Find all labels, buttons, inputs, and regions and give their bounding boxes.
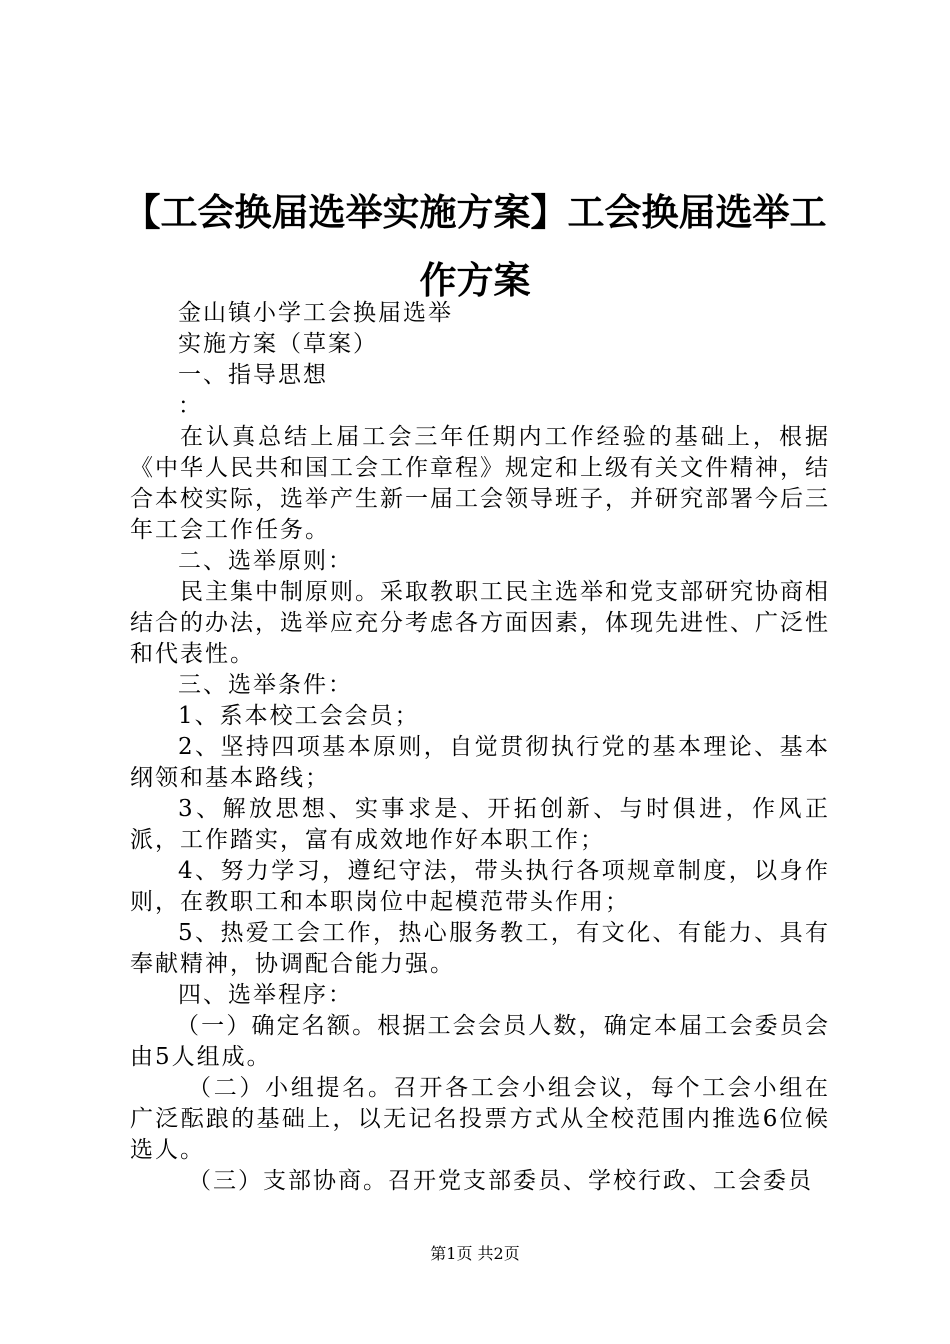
condition-item-2: 2、坚持四项基本原则，自觉贯彻执行党的基本理论、基本纲领和基本路线； — [130, 734, 830, 791]
paragraph-guiding-thought: 在认真总结上届工会三年任期内工作经验的基础上，根据《中华人民共和国工会工作章程》规定和上级有关文件精神，结合本校实际，选举产生新一届工会领导班子，并研究部署今后三年工会工作任务。 — [130, 424, 830, 543]
section-heading-election-conditions: 三、选举条件： — [178, 672, 353, 698]
condition-item-5: 5、热爱工会工作，热心服务教工，有文化、有能力、具有奉献精神，协调配合能力强。 — [130, 920, 830, 977]
condition-item-1: 1、系本校工会会员； — [178, 703, 420, 729]
section-heading-election-procedure: 四、选举程序： — [178, 982, 353, 1008]
procedure-item-2: （二）小组提名。召开各工会小组会议，每个工会小组在广泛酝踉的基础上，以无记名投票方式从全校范围内推选6位候选人。 — [130, 1075, 830, 1163]
document-title: 【工会换届选举实施方案】工会换届选举工作方案 — [123, 190, 827, 302]
page-number-footer: 第1页 共2页 — [430, 1244, 520, 1263]
condition-item-3: 3、解放思想、实事求是、开拓创新、与时俱进，作风正派，工作踏实，富有成效地作好本职工作； — [130, 796, 830, 853]
document-body — [130, 298, 830, 1197]
paragraph-colon: ： — [178, 393, 203, 419]
paragraph-plan-draft: 实施方案（草案） — [178, 331, 378, 357]
condition-item-4: 4、努力学习，遵纪守法，带头执行各项规章制度，以身作则，在教职工和本职岗位中起模范带头作用； — [130, 858, 830, 915]
section-heading-guiding-thought: 一、指导思想 — [178, 362, 328, 388]
section-heading-election-principle: 二、选举原则： — [178, 548, 353, 574]
procedure-item-3: （三）支部协商。召开党支部委员、学校行政、工会委员 — [188, 1168, 813, 1194]
procedure-item-1: （一）确定名额。根据工会会员人数，确定本届工会委员会由5人组成。 — [130, 1013, 830, 1070]
paragraph-school-heading: 金山镇小学工会换届选举 — [178, 300, 453, 326]
paragraph-election-principle: 民主集中制原则。采取教职工民主选举和党支部研究协商相结合的办法，选举应充分考虑各方面因素，体现先进性、广泛性和代表性。 — [130, 579, 830, 667]
